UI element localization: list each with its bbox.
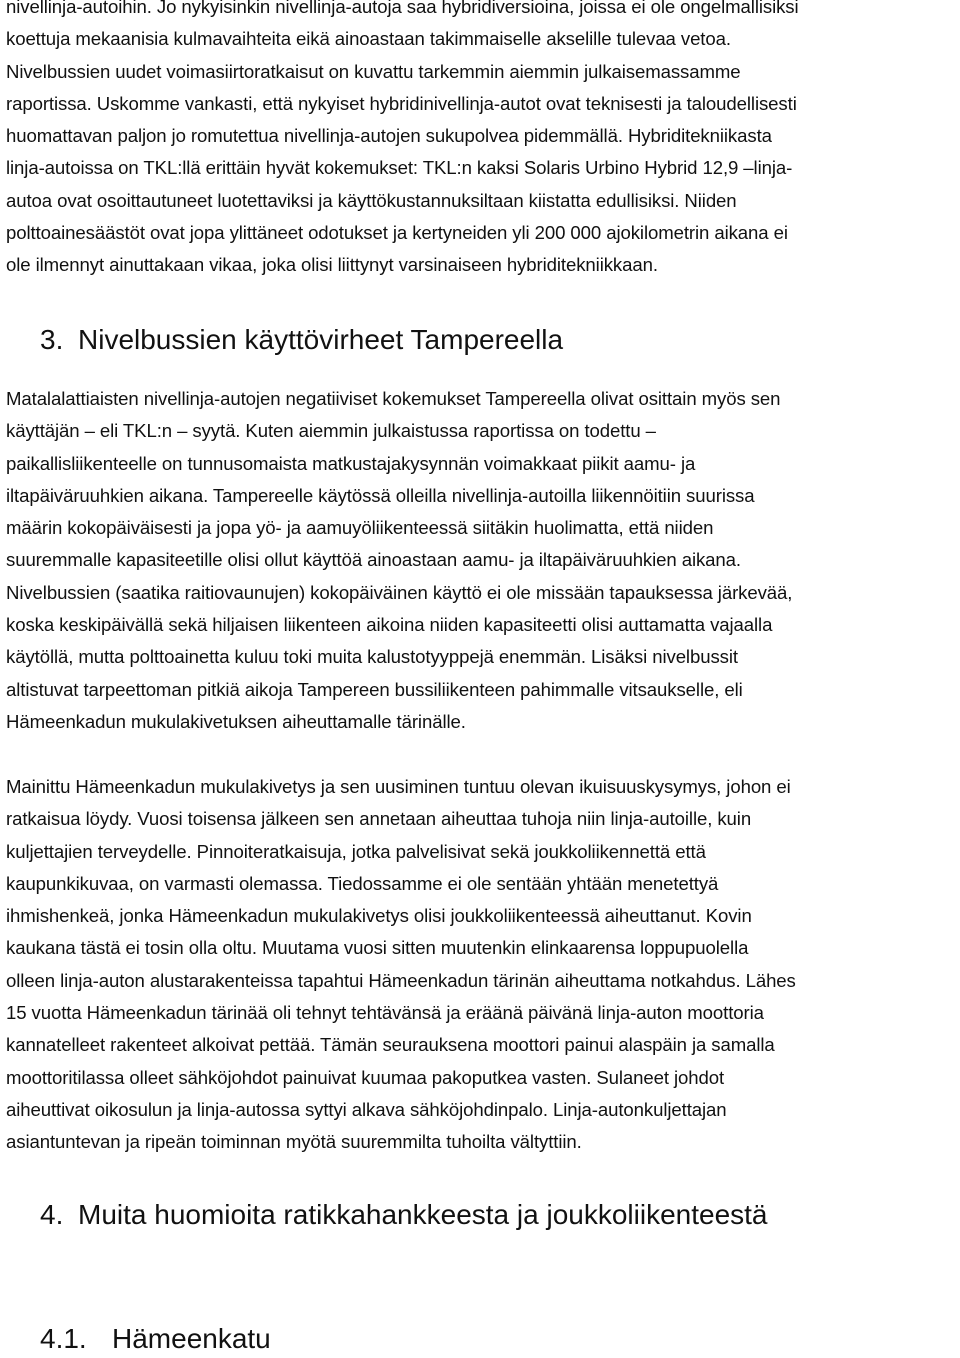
text-line: ole ilmennyt ainuttakaan vikaa, joka olisi liittynyt varsinaiseen hybriditekniikkaan. bbox=[6, 254, 658, 276]
text-line: Matalalattiaisten nivellinja-autojen negatiiviset kokemukset Tampereella olivat osittain myös sen bbox=[6, 388, 781, 409]
paragraph-hybrid-buses bbox=[6, 0, 956, 282]
text-line: iltapäiväruuhkien aikana. Tampereelle käytössä olleilla nivellinja-autoilla liikennöitiin suurissa bbox=[6, 484, 755, 506]
text-line: huomattavan paljon jo romutettua nivellinja-autojen sukupolvea pidemmällä. Hybriditekniikasta bbox=[6, 125, 772, 147]
text-line: kuljettajien terveydelle. Pinnoiteratkaisuja, jotka palvelisivat sekä joukkoliikennettä että bbox=[6, 840, 706, 862]
text-line: Nivelbussien uudet voimasiirtoratkaisut on kuvattu tarkemmin aiemmin julkaisemassamme bbox=[6, 60, 741, 82]
text-line: kaupunkikuvaa, on varmasti olemassa. Tiedossamme ei ole sentään yhtään menetettyä bbox=[6, 872, 719, 894]
text-line: paikallisliikenteelle on tunnusomaista matkustajakysynnän voimakkaat piikit aamu- ja bbox=[6, 452, 696, 474]
text-line: Mainittu Hämeenkadun mukulakivetys ja sen uusiminen tuntuu olevan ikuisuuskysymys, johon ei bbox=[6, 776, 791, 797]
text-line: polttoainesäästöt ovat jopa ylittäneet odotukset ja kertyneiden yli 200 000 ajokilometrin aikana ei bbox=[6, 222, 788, 244]
text-line: raportissa. Uskomme vankasti, että nykyiset hybridinivellinja-autot ovat teknisesti ja taloudellisesti bbox=[6, 92, 797, 114]
text-line: kannatelleet rakenteet alkoivat pettää. Tämän seurauksena moottori painui alaspäin ja samalla bbox=[6, 1034, 775, 1056]
text-line: aiheuttivat oikosulun ja linja-autossa syttyi alkava sähköjohdinpalo. Linja-autonkuljettajan bbox=[6, 1098, 727, 1120]
text-line: käyttäjän – eli TKL:n – syytä. Kuten aiemmin julkaistussa raportissa on todettu – bbox=[6, 420, 656, 442]
paragraph-hameenkatu-cobblestones bbox=[6, 771, 956, 1159]
text-line: ihmishenkeä, jonka Hämeenkadun mukulakivetys olisi joukkoliikenteessä aiheuttanut. Kovin bbox=[6, 905, 752, 927]
section-3-title: Nivelbussien käyttövirheet Tampereella bbox=[78, 324, 564, 355]
text-line: määrin kokopäiväisesti ja jopa yö- ja aamuyöliikenteessä siitäkin huolimatta, että niiden bbox=[6, 517, 714, 539]
section-4-title: Muita huomioita ratikkahankkeesta ja joukkoliikenteestä bbox=[78, 1199, 768, 1230]
text-line: käytöllä, mutta polttoainetta kuluu toki muita kalustotyyppejä enemmän. Lisäksi nivelbussit bbox=[6, 646, 738, 668]
text-line: moottoritilassa olleet sähköjohdot painuivat kuumaa pakoputkea vasten. Sulaneet johdot bbox=[6, 1066, 725, 1088]
section-3-heading bbox=[40, 322, 563, 358]
section-4-1-number: 4.1. bbox=[40, 1323, 87, 1354]
paragraph-usage-errors bbox=[6, 383, 956, 738]
text-line: ratkaisua löydy. Vuosi toisensa jälkeen sen annetaan aiheuttaa tuhoja niin linja-autoille, kuin bbox=[6, 808, 752, 830]
text-line: suuremmalle kapasiteetille olisi ollut käyttöä ainoastaan aamu- ja iltapäiväruuhkien aikana. bbox=[6, 549, 741, 571]
text-line: olleen linja-auton alustarakenteissa tapahtui Hämeenkadun tärinän aiheuttama notkahdus. Lähes bbox=[6, 969, 796, 991]
text-line: 15 vuotta Hämeenkadun tärinää oli tehnyt tehtävänsä ja eräänä päivänä linja-auton moottoria bbox=[6, 1002, 764, 1024]
section-4-heading bbox=[40, 1197, 768, 1233]
text-line: nivellinja-autoihin. Jo nykyisinkin nivellinja-autoja saa hybridiversioina, joissa ei ole ongelmallisiksi bbox=[6, 0, 799, 17]
section-4-number: 4. bbox=[40, 1199, 64, 1230]
section-4-1-title: Hämeenkatu bbox=[112, 1323, 271, 1354]
text-line: Nivelbussien (saatika raitiovaunujen) kokopäiväinen käyttö ei ole missään tapauksessa järkevää, bbox=[6, 581, 793, 603]
text-line: kaukana tästä ei tosin olla oltu. Muutama vuosi sitten muutenkin elinkaarensa loppupuolella bbox=[6, 937, 749, 959]
section-4-1-heading bbox=[40, 1321, 271, 1357]
text-line: altistuvat tarpeettoman pitkiä aikoja Tampereen bussiliikenteen pahimmalle vitsaukselle, eli bbox=[6, 678, 743, 700]
text-line: Hämeenkadun mukulakivetuksen aiheuttamalle tärinälle. bbox=[6, 710, 466, 732]
text-line: koska keskipäivällä sekä hiljaisen liikenteen aikoina niiden kapasiteetti olisi auttamatta vajaalla bbox=[6, 614, 773, 636]
text-line: autoa ovat osoittautuneet luotettaviksi ja käyttökustannuksiltaan kiistatta edullisiksi. Niiden bbox=[6, 189, 737, 211]
section-3-number: 3. bbox=[40, 324, 64, 355]
text-line: koettuja mekaanisia kulmavaihteita eikä ainoastaan takimmaiselle akselille tulevaa vetoa. bbox=[6, 28, 731, 50]
text-line: linja-autoissa on TKL:llä erittäin hyvät kokemukset: TKL:n kaksi Solaris Urbino Hybrid 12,9 –linja- bbox=[6, 157, 793, 179]
text-line: asiantuntevan ja ripeän toiminnan myötä suuremmilta tuhoilta vältyttiin. bbox=[6, 1131, 582, 1153]
